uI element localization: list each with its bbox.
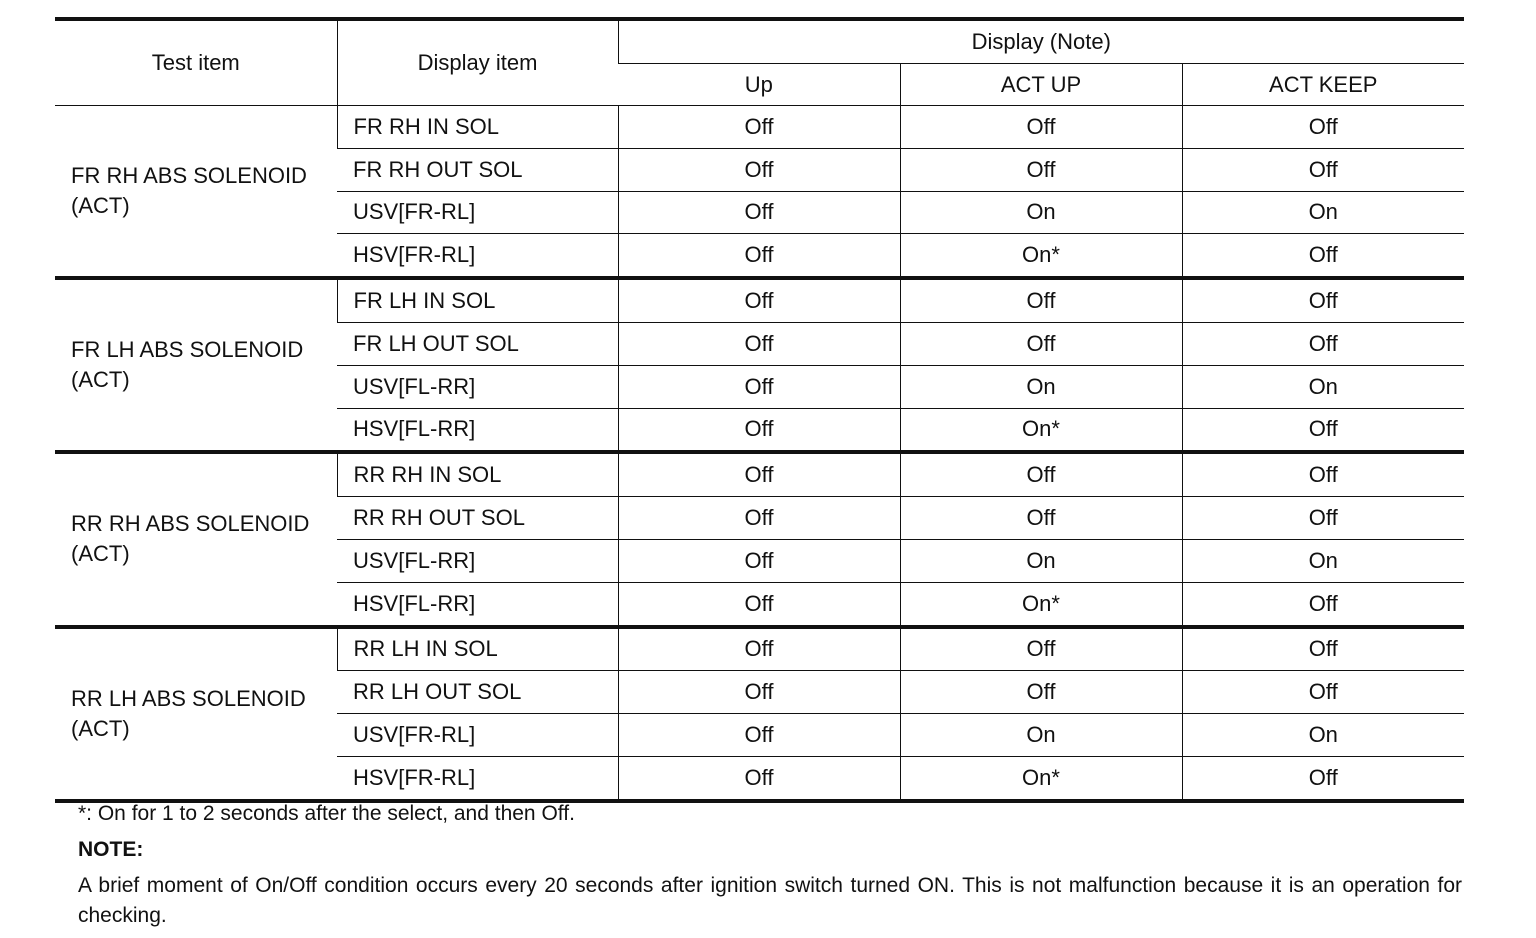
act-up-value-cell: Off — [900, 322, 1182, 365]
header-display-item: Display item — [337, 19, 618, 106]
up-value-cell: Off — [618, 365, 900, 408]
up-value-cell: Off — [618, 582, 900, 626]
up-value-cell: Off — [618, 756, 900, 800]
act-up-value-cell: On* — [900, 408, 1182, 452]
act-keep-value-cell: Off — [1182, 148, 1464, 191]
test-item-mode: (ACT) — [71, 715, 130, 741]
display-item-cell: HSV[FR-RL] — [337, 234, 618, 278]
act-keep-value-cell: Off — [1182, 278, 1464, 322]
display-item-cell: HSV[FL-RR] — [337, 408, 618, 452]
act-up-value-cell: On — [900, 191, 1182, 234]
act-up-value-cell: Off — [900, 497, 1182, 540]
display-item-cell: USV[FL-RR] — [337, 539, 618, 582]
display-item-cell: HSV[FL-RR] — [337, 582, 618, 626]
up-value-cell: Off — [618, 106, 900, 149]
table-row — [55, 278, 1464, 322]
test-item-mode: (ACT) — [71, 193, 130, 219]
act-keep-value-cell: Off — [1182, 452, 1464, 496]
act-up-value-cell: On — [900, 365, 1182, 408]
act-keep-value-cell: Off — [1182, 627, 1464, 671]
act-up-value-cell: Off — [900, 452, 1182, 496]
test-item-mode: (ACT) — [71, 367, 130, 393]
act-keep-value-cell: Off — [1182, 756, 1464, 800]
act-up-value-cell: Off — [900, 627, 1182, 671]
note-title: NOTE: — [78, 838, 144, 861]
test-item-cell — [55, 452, 337, 626]
display-item-cell: USV[FR-RL] — [337, 191, 618, 234]
table-row — [55, 452, 1464, 496]
test-item-cell — [55, 627, 337, 801]
display-item-cell: RR LH OUT SOL — [337, 671, 618, 714]
note-body: A brief moment of On/Off condition occurs every 20 seconds after ignition switch turned ON. This is not malfunction because it is an operation for checking. — [78, 874, 1462, 927]
act-up-value-cell: On* — [900, 582, 1182, 626]
act-keep-value-cell: Off — [1182, 322, 1464, 365]
act-keep-value-cell: Off — [1182, 497, 1464, 540]
display-item-cell: HSV[FR-RL] — [337, 756, 618, 800]
header-display-note: Display (Note) — [618, 19, 1464, 64]
up-value-cell: Off — [618, 234, 900, 278]
display-item-cell: USV[FL-RR] — [337, 365, 618, 408]
up-value-cell: Off — [618, 539, 900, 582]
display-item-cell: USV[FR-RL] — [337, 714, 618, 757]
act-up-value-cell: On* — [900, 756, 1182, 800]
table-row — [55, 106, 1464, 149]
act-up-value-cell: On* — [900, 234, 1182, 278]
up-value-cell: Off — [618, 497, 900, 540]
header-up: Up — [618, 64, 900, 106]
footnote-section — [78, 799, 1462, 931]
act-up-value-cell: Off — [900, 278, 1182, 322]
act-keep-value-cell: Off — [1182, 234, 1464, 278]
act-keep-value-cell: On — [1182, 365, 1464, 408]
test-item-name: RR LH ABS SOLENOID — [71, 685, 306, 711]
act-keep-value-cell: On — [1182, 714, 1464, 757]
header-test-item: Test item — [55, 19, 337, 106]
act-keep-value-cell: Off — [1182, 671, 1464, 714]
display-item-cell: FR LH IN SOL — [337, 278, 618, 322]
test-item-cell — [55, 278, 337, 452]
act-keep-value-cell: Off — [1182, 582, 1464, 626]
test-item-name: FR RH ABS SOLENOID — [71, 163, 307, 189]
test-item-name: FR LH ABS SOLENOID — [71, 337, 304, 363]
display-item-cell: FR RH IN SOL — [337, 106, 618, 149]
act-up-value-cell: On — [900, 714, 1182, 757]
up-value-cell: Off — [618, 278, 900, 322]
test-item-cell — [55, 106, 337, 279]
up-value-cell: Off — [618, 408, 900, 452]
act-up-value-cell: Off — [900, 106, 1182, 149]
display-item-cell: FR LH OUT SOL — [337, 322, 618, 365]
act-keep-value-cell: On — [1182, 191, 1464, 234]
up-value-cell: Off — [618, 627, 900, 671]
up-value-cell: Off — [618, 671, 900, 714]
display-item-cell: RR RH OUT SOL — [337, 497, 618, 540]
table-row — [55, 627, 1464, 671]
act-keep-value-cell: Off — [1182, 106, 1464, 149]
test-item-mode: (ACT) — [71, 541, 130, 567]
up-value-cell: Off — [618, 191, 900, 234]
act-keep-value-cell: On — [1182, 539, 1464, 582]
up-value-cell: Off — [618, 452, 900, 496]
up-value-cell: Off — [618, 148, 900, 191]
act-keep-value-cell: Off — [1182, 408, 1464, 452]
act-up-value-cell: Off — [900, 148, 1182, 191]
display-item-cell: RR RH IN SOL — [337, 452, 618, 496]
asterisk-note: *: On for 1 to 2 seconds after the select, and then Off. — [78, 802, 575, 825]
test-item-name: RR RH ABS SOLENOID — [71, 511, 310, 537]
display-item-cell: FR RH OUT SOL — [337, 148, 618, 191]
header-act-up: ACT UP — [900, 64, 1182, 106]
display-item-cell: RR LH IN SOL — [337, 627, 618, 671]
up-value-cell: Off — [618, 714, 900, 757]
solenoid-display-table — [55, 17, 1464, 803]
act-up-value-cell: On — [900, 539, 1182, 582]
act-up-value-cell: Off — [900, 671, 1182, 714]
header-act-keep: ACT KEEP — [1182, 64, 1464, 106]
up-value-cell: Off — [618, 322, 900, 365]
